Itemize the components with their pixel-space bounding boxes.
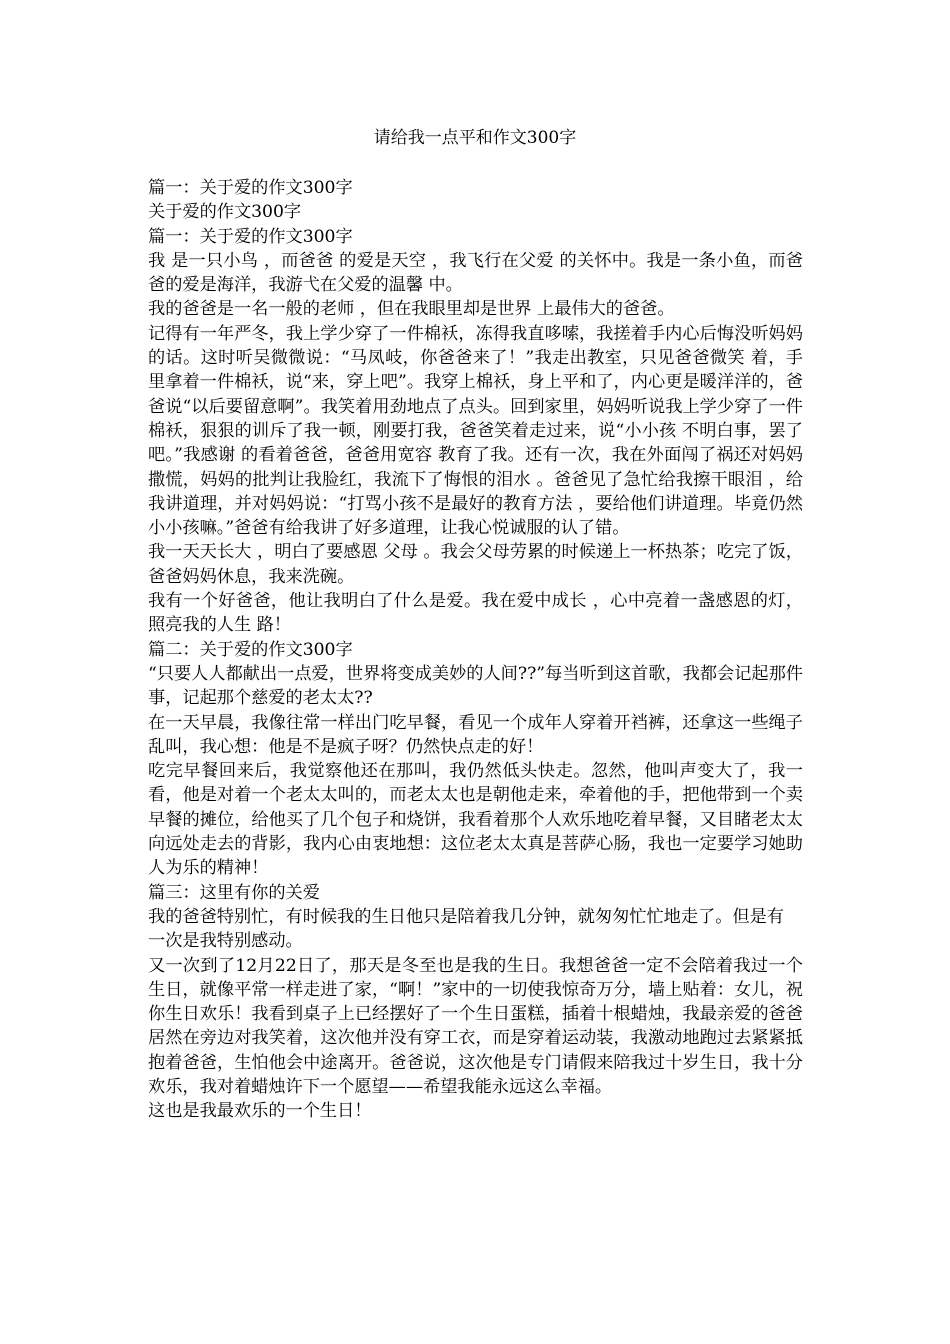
paragraph: 我有一个好爸爸，他让我明白了什么是爱。我在爱中成长 ，心中亮着一盏感恩的灯，照亮我的人生 路！ xyxy=(148,591,803,636)
paragraph: 我一天天长大 ，明白了要感恩 父母 。我会父母劳累的时候递上一杯热茶；吃完了饭，爸爸妈妈休息，我来洗碗。 xyxy=(148,542,803,587)
paragraph: 我的爸爸是一名一般的老师 ，但在我眼里却是世界 上最伟大的爸爸。 xyxy=(148,299,675,320)
document-body xyxy=(148,176,803,1124)
paragraph: 吃完早餐回来后，我觉察他还在那叫，我仍然低头快走。忽然，他叫声变大了，我一看，他是对着一个老太太叫的，而老太太也是朝他走来，牵着他的手，把他带到一个卖早餐的摊位，给他买了几个包子和烧饼，我看着那个人欢乐地吃着早餐，又目睹老太太向远处走去的背影，我内心由衷地想：这位老太太真是菩萨心肠，我也一定要学习她助人为乐的精神！ xyxy=(148,761,803,879)
paragraph: 我的爸爸特别忙，有时候我的生日他只是陪着我几分钟，就匆匆忙忙地走了。但是有 xyxy=(148,906,784,927)
paragraph: 篇二：关于爱的作文300字 xyxy=(148,639,353,660)
paragraph: 篇一：关于爱的作文300字 xyxy=(148,178,353,198)
paragraph: 一次是我特别感动。 xyxy=(148,931,303,952)
page-title: 请给我一点平和作文300字 xyxy=(373,128,577,148)
paragraph: 我 是一只小鸟 ，而爸爸 的爱是天空 ，我飞行在父爱 的关怀中。我是一条小鱼，而爸爸的爱是海洋，我游弋在父爱的温馨 中。 xyxy=(148,250,803,296)
paragraph: 记得有一年严冬，我上学少穿了一件棉袄，冻得我直哆嗦，我搓着手内心后悔没听妈妈 的话。这时听吴微微说：“马凤岐，你爸爸来了！”我走出教室，只见爸爸微笑 着，手里拿着一件棉袄，说“来，穿上吧”。我穿上棉袄，身上平和了，内心更是暖洋洋的，爸爸说“以后要留意啊”。我笑着用劲地点了点头。回到家里，妈妈听说我上学少穿了一件棉袄，狠狠的训斥了我一顿，刚要打我，爸爸笑着走过来，说“小小孩 不明白事，罢了吧。”我感谢 的看着爸爸，爸爸用宽容 教育了我。还有一次，我在外面闯了祸还对妈妈撒慌，妈妈的批判让我脸红，我流下了悔恨的泪水 。爸爸见了急忙给我擦干眼泪 ，给我讲道理，并对妈妈说：“打骂小孩不是最好的教育方法 ，要给他们讲道理。毕竟仍然小小孩嘛。”爸爸有给我讲了好多道理，让我心悦诚服的认了错。 xyxy=(148,323,803,539)
paragraph: “只要人人都献出一点爱，世界将变成美妙的人间??”每当听到这首歌，我都会记起那件事，记起那个慈爱的老太太?? xyxy=(148,663,803,709)
paragraph: 篇一：关于爱的作文300字 xyxy=(148,226,353,247)
paragraph: 又一次到了12月22日了，那天是冬至也是我的生日。我想爸爸一定不会陪着我过一个生日，就像平常一样走进了家，“啊！”家中的一切使我惊奇万分，墙上贴着：女儿，祝你生日欢乐！我看到桌子上已经摆好了一个生日蛋糕，插着十根蜡烛，我最亲爱的爸爸居然在旁边对我笑着，这次他并没有穿工衣，而是穿着运动装，我激动地跑过去紧紧抵抱着爸爸，生怕他会中途离开。爸爸说，这次他是专门请假来陪我过十岁生日，我十分欢乐，我对着蜡烛许下一个愿望——希望我能永远这么幸福。 xyxy=(148,955,803,1097)
paragraph: 关于爱的作文300字 xyxy=(148,202,302,223)
paragraph: 这也是我最欢乐的一个生日！ xyxy=(148,1101,372,1122)
paragraph: 在一天早晨，我像往常一样出门吃早餐，看见一个成年人穿着开裆裤，还拿这一些绳子乱叫，我心想：他是不是疯子呀？仍然快点走的好！ xyxy=(148,712,803,757)
paragraph: 篇三：这里有你的关爱 xyxy=(148,882,320,903)
